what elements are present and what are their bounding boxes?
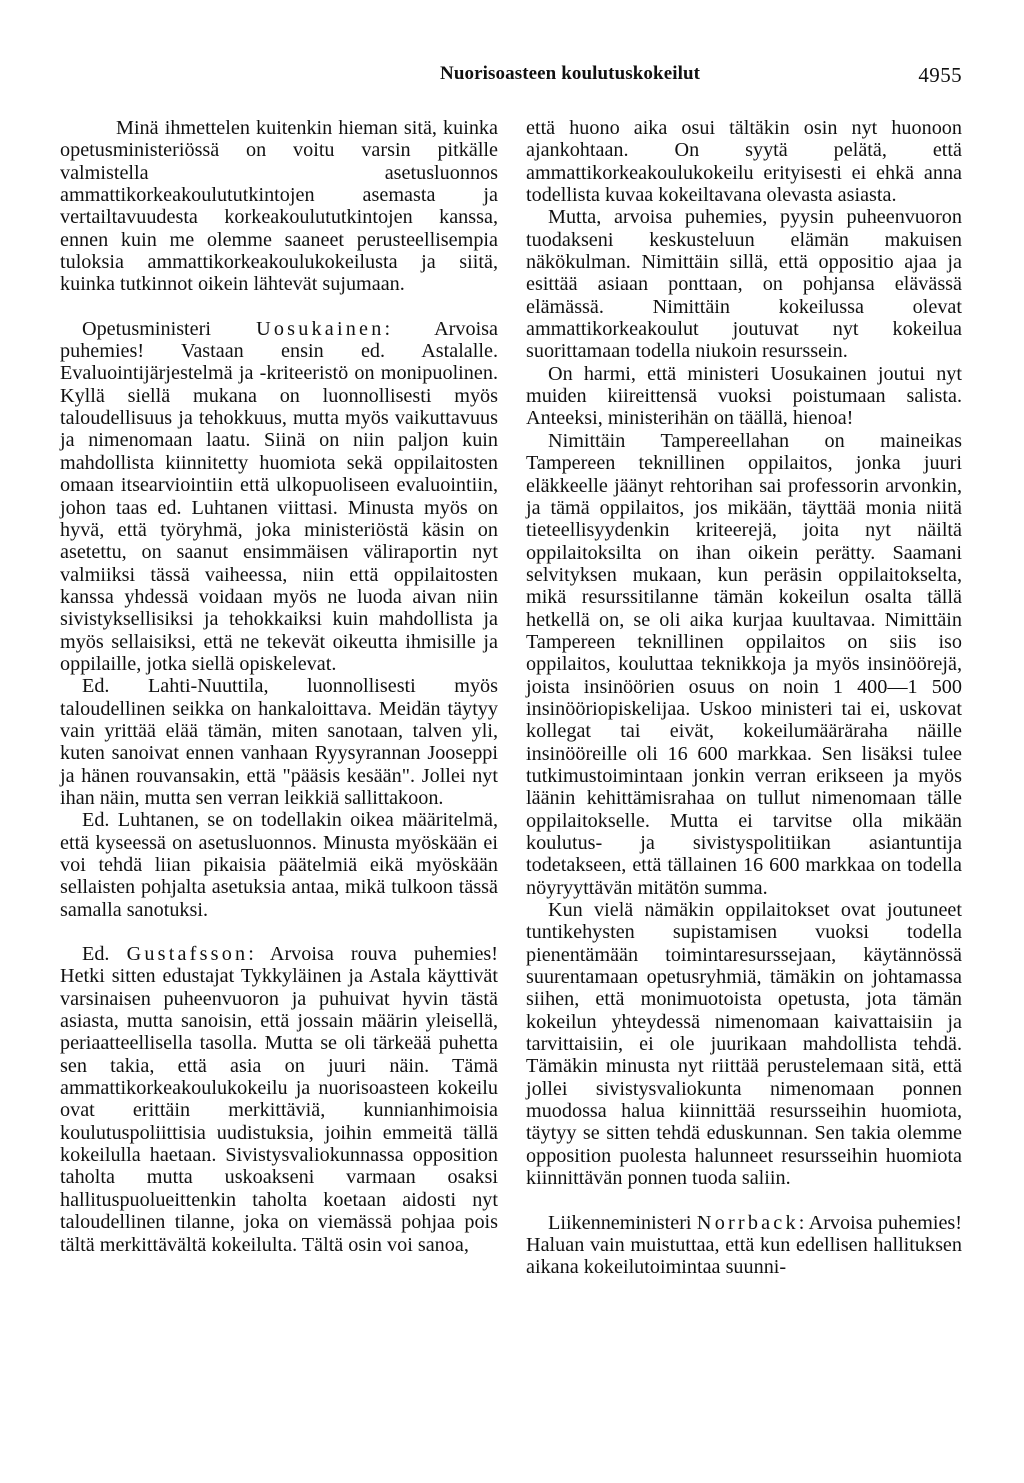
speech-liikenneministeri-norrback: [526, 1212, 962, 1279]
paragraph: Kun vielä nämäkin oppilaitokset ovat joutuneet tuntikehysten supistamisen vuoksi todella pienentämään toimintaresurssejaan, käytännössä suurentamaan opetusryhmiä, tämäkin on johtamassa siihen, että monimuotoista opetusta, jota tämän kokeilun yhteydessä nimenomaan kaivattaisiin ja tarvittaisiin, ei ole juurikaan mahdollista tehdä. Tämäkin minusta nyt riittää perustelemaan sitä, että jollei sivistysvaliokunta nimenomaan ponnen muodossa halua kiinnittää resursseihin huomiota, täytyy se sitten tehdä eduskunnan. Sen takia olemme opposition puolesta halunneet resursseihin huomiota kiinnittävän ponnen tuoda saliin.: [526, 899, 962, 1190]
page-number: 4955: [918, 63, 962, 87]
speaker-title: Liikenneministeri: [548, 1211, 692, 1234]
running-title: Nuorisoasteen koulutuskokeilut: [440, 63, 701, 84]
paragraph: että huono aika osui tältäkin osin nyt huonoon ajankohtaan. On syytä pelätä, että ammattikorkeakoulukokeilu erityisesti ei ehkä anna todellista kuvaa kokeiltavana olevasta asiasta.: [526, 117, 962, 207]
speaker-name: Gustafsson: [126, 943, 249, 966]
paragraph: Mutta, arvoisa puhemies, pyysin puheenvuoron tuodakseni keskusteluun elämän makuisen näkökulman. Nimittäin sillä, että oppositio ajaa ja esittää asiaan ponttaan, on pohjansa elävässä elämässä. Nimittäin kokeilussa olevat ammattikorkeakoulut joutuvat nyt kokeilua suorittamaan todella niukoin resurssein.: [526, 206, 962, 363]
paragraph: Minä ihmettelen kuitenkin hieman sitä, kuinka opetusministeriössä on voitu varsin pitkälle valmistella asetusluonnos ammattikorkeakoulututkintojen asemasta ja vertailtavuudesta korkeakoulututkintojen kanssa, ennen kuin me olemme saaneet perusteellisempia tuloksia ammattikorkeakoulukokeilusta ja siitä, kuinka tutkinnot oikein lähtevät sujumaan.: [60, 117, 498, 296]
speech-text: : Arvoisa rouva puhemies! Hetki sitten edustajat Tykkyläinen ja Astala käyttivät varsinaisen puheenvuoron ja puhuivat hyvin tästä asiasta, mutta sanoisin, että jossain määrin yleisellä, periaatteellisella tasolla. Mutta se oli tärkeää puhetta sen takia, että asia on juuri näin. Tämä ammattikorkeakoulukokeilu ja nuorisoasteen kokeilu ovat erittäin merkittäviä, kunnianhimoisia koulutuspoliittisia uudistuksia, joihin emmeitä tällä kokeilulla haetaan. Sivistysvaliokunnassa opposition taholta mutta uskoakseni varmaan osaksi hallituspuolueittenkin taholta koetaan aidosti nyt taloudellinen tilanne, joka on viemässä pohjaa pois tältä merkittävältä kokeilulta. Tältä osin voi sanoa,: [60, 943, 498, 1256]
left-column: [60, 117, 498, 1256]
speaker-name: Norrback: [696, 1211, 799, 1234]
speech-text: : Arvoisa puhemies! Haluan vain muistuttaa, että kun edellisen hallituksen aikana kokeilutoimintaa suunni-: [526, 1211, 963, 1279]
speaker-title: Ed.: [82, 943, 110, 966]
speaker-title: Opetusministeri: [82, 317, 211, 340]
right-column: [526, 117, 962, 1279]
speech-ed-gustafsson: [60, 943, 498, 1256]
speaker-name: Uosukainen: [256, 317, 385, 340]
page-header: [60, 63, 962, 93]
speech-text: : Arvoisa puhemies! Vastaan ensin ed. Astalalle. Evaluointijärjestelmä ja -kriteeristö on monipuolinen. Kyllä siellä mukana on luonnollisesti myös taloudellisuus ja tehokkuus, mutta myös vaikuttavuus ja nimenomaan laatu. Siinä on niin paljon kuin mahdollista kiinnitetty huomiota sekä oppilaitosten omaan itsearviointiin että ulkopuoliseen evaluointiin, johon taas ed. Luhtanen viittasi. Minusta myös on hyvä, että työryhmä, joka ministeriöstä käsin on asetettu, on saanut ensimmäisen väliraportin nyt valmiiksi tässä vaiheessa, niin että oppilaitosten kanssa yhdessä voidaan myös ne luoda aivan niin sivistyksellisiksi ja tehokkaiksi kuin mahdollista ja myös sellaisiksi, että ne tekevät oikeutta ihmisille ja oppilaille, jotka siellä opiskelevat.: [60, 317, 498, 675]
paragraph: Ed. Luhtanen, se on todellakin oikea määritelmä, että kyseessä on asetusluonnos. Minusta myöskään ei voi tehdä liian pikaisia päätelmiä eikä myöskään sellaisten pohjalta asetuksia antaa, mikä tulkoon tässä samalla sanotuksi.: [60, 809, 498, 921]
speech-opetusministeri-uosukainen: [60, 318, 498, 676]
paragraph: On harmi, että ministeri Uosukainen joutui nyt muiden kiireittensä vuoksi poistumaan salista. Anteeksi, ministerihän on täällä, hienoa!: [526, 362, 962, 430]
paragraph: Ed. Lahti-Nuuttila, luonnollisesti myös taloudellinen seikka on hankaloittava. Meidän täytyy vain yrittää elää tämän, miten sanotaan, talven yli, kuten sanoivat ennen vanhaan Ryysyrannan Jooseppi ja hänen rouvansakin, että "pääsis kesään". Jollei nyt ihan näin, mutta sen verran leikkiä sallittakoon.: [60, 675, 498, 809]
paragraph: Nimittäin Tampereellahan on maineikas Tampereen teknillinen oppilaitos, jonka juuri eläkkeelle jäänyt rehtorihan sai professorin arvonkin, ja tämä oppilaitos, jos mikään, täyttää monia niitä tieteellisyydenkin kriteerejä, joita nyt näiltä oppilaitoksilta on ihan oikein perätty. Saamani selvityksen mukaan, kun peräsin oppilaitokselta, mikä resurssitilanne tämän kokeilun osalta tällä hetkellä on, se oli aika kurjaa kuultavaa. Nimittäin Tampereen teknillinen oppilaitos on siis iso oppilaitos, kouluttaa teknikkoja ja myös insinöörejä, joista insinöörien osuus on noin 1 400—1 500 insinööriopiskelijaa. Uskoo ministeri tai ei, uskovat kollegat tai eivät, kokeilumääräraha näille insinööreille oli 16 600 markkaa. Sen lisäksi tulee tutkimustoimintaan jonkin verran erikseen ja myös läänin kehittämisrahaa on tullut nimenomaan tälle oppilaitokselle. Mutta ei tarvitse olla mikään koulutus- ja sivistyspolitiikan asiantuntija todetakseen, että tällainen 16 600 markkaa on todella nöyryyttävän mitätön summa.: [526, 429, 962, 899]
